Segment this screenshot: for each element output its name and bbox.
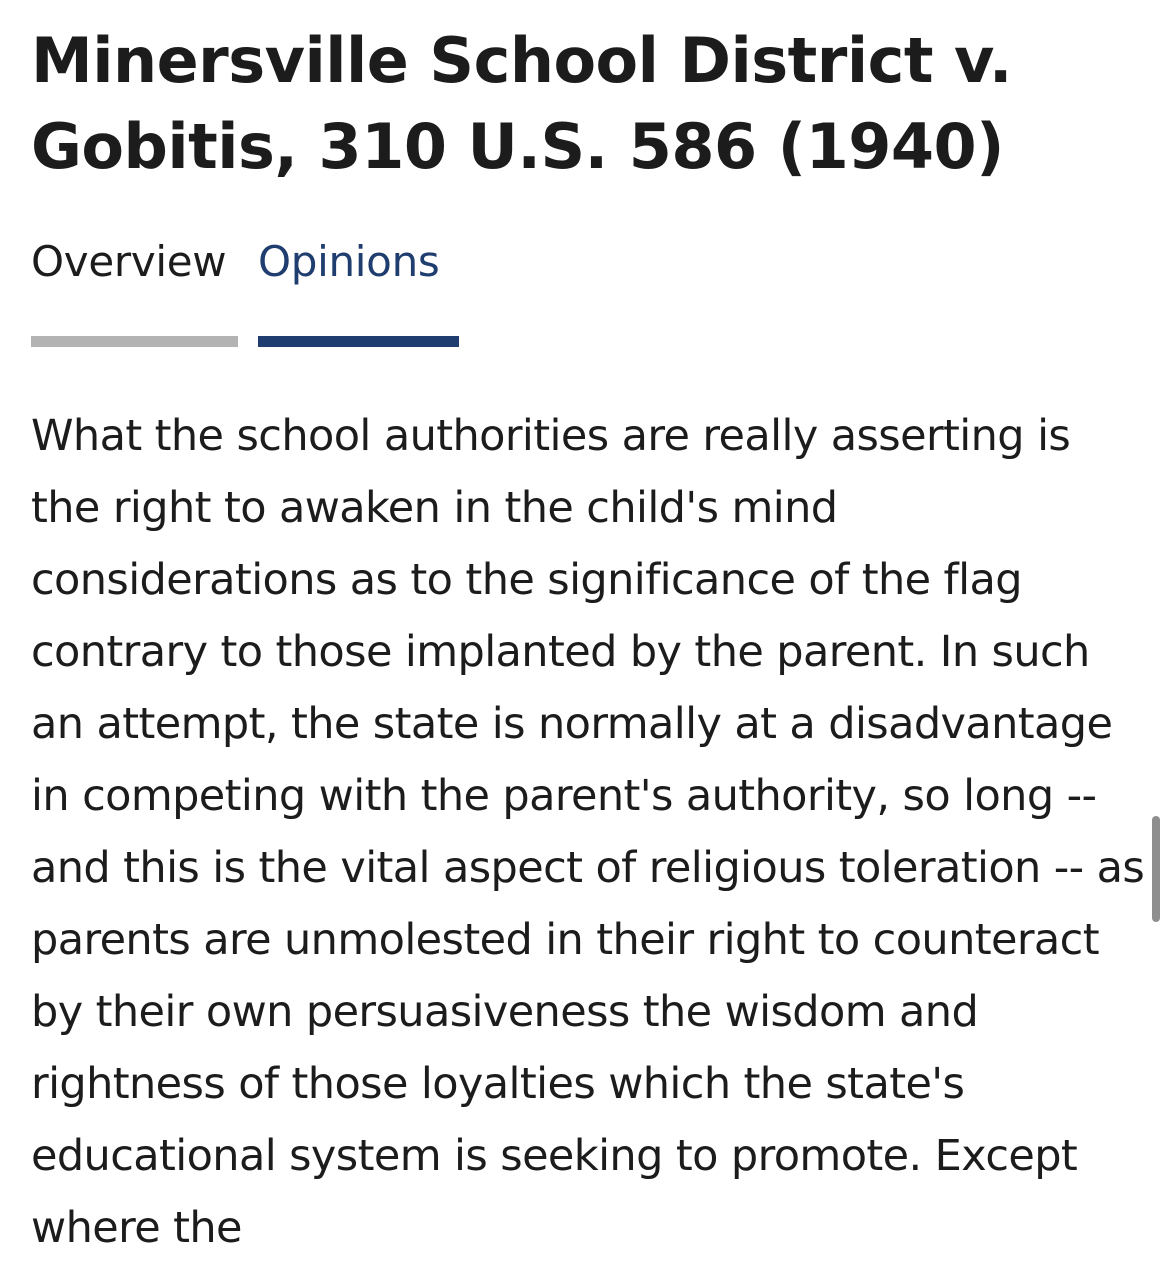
scrollbar-thumb[interactable] [1152,816,1160,922]
case-tabs [31,232,459,347]
tab-opinions-underline [258,336,459,347]
page-title: Minersville School District v. Gobitis, 310 U.S. 586 (1940) [31,24,1012,183]
opinion-text: What the school authorities are really asserting is the right to awaken in the child's mind considerations as to the significance of the flag contrary to those implanted by the parent. In such an attempt, the state is normally at a disadvantage in competing with the parent's authority, so long -- and this is the vital aspect of religious toleration -- as parents are unmolested in their right to counteract by their own persuasiveness the wisdom and rightness of those loyalties which the state's educational system is seeking to promote. Except where the [31,411,1145,1253]
tab-overview[interactable] [31,232,238,347]
tab-overview-underline [31,336,238,347]
tab-opinions[interactable] [258,232,459,347]
tab-opinions-label: Opinions [258,237,440,286]
tab-overview-label: Overview [31,237,227,286]
